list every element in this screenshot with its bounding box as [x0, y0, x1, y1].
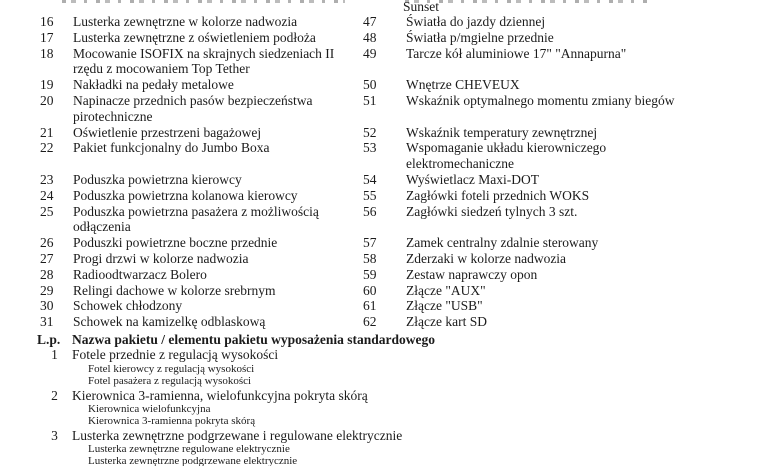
right-item-text: Złącze "AUX" [406, 282, 486, 298]
package-subitem-spacer [37, 415, 72, 427]
right-item-number: 62 [363, 314, 377, 330]
right-item-number: 49 [363, 45, 377, 61]
right-item-text: Wspomaganie układu kierowniczego elektromechaniczne [406, 140, 607, 172]
package-item-text: Fotele przednie z regulacją wysokości [72, 347, 279, 363]
package-subitem-row [0, 403, 784, 415]
package-item-row [0, 388, 784, 404]
packages-item-list [0, 347, 784, 466]
packages-header-number-label: L.p. [37, 331, 61, 347]
equipment-table-row [0, 204, 784, 236]
package-item-text: Kierownica 3-ramienna, wielofunkcyjna pokryta skórą [72, 387, 368, 403]
right-item-text: Złącze kart SD [406, 314, 487, 330]
equipment-table-row [0, 46, 784, 78]
package-subitem-spacer [37, 363, 72, 375]
equipment-table-row [0, 235, 784, 251]
package-subitem-text: Kierownica 3-ramienna pokryta skórą [88, 415, 256, 428]
equipment-two-column-table [0, 14, 784, 330]
package-item-row [0, 347, 784, 363]
left-item-text: Lusterka zewnętrzne w kolorze nadwozia [73, 14, 298, 29]
right-item-text: Zagłówki siedzeń tylnych 3 szt. [406, 203, 578, 219]
item-46-continuation-line: Sunset [403, 0, 440, 14]
package-subitem-text: Fotel pasażera z regulacją wysokości [88, 375, 252, 388]
packages-header-row [0, 332, 784, 348]
equipment-table-row [0, 251, 784, 267]
package-subitem-row [0, 375, 784, 387]
equipment-table-row [0, 314, 784, 330]
package-subitem-spacer [37, 375, 72, 387]
right-item-number: 53 [363, 140, 377, 156]
left-item-number: 31 [40, 314, 54, 330]
right-item-number: 58 [363, 250, 377, 266]
package-item-text: Lusterka zewnętrzne podgrzewane i regulowane elektrycznie [72, 427, 403, 443]
package-subitem-row [0, 443, 784, 455]
left-item-text: Relingi dachowe w kolorze srebrnym [73, 282, 276, 298]
left-item-number: 20 [40, 92, 54, 108]
package-subitem-text: Fotel kierowcy z regulacją wysokości [88, 362, 255, 375]
left-item-number: 29 [40, 282, 54, 298]
package-subitem-spacer [37, 403, 72, 415]
equipment-table-row [0, 188, 784, 204]
left-item-number: 30 [40, 298, 54, 314]
package-item-row [0, 428, 784, 444]
clipped-text-remnant-left [62, 0, 345, 3]
equipment-table-row [0, 172, 784, 188]
left-item-text: Poduszki powietrzne boczne przednie [73, 235, 278, 251]
left-item-text: Schowek chłodzony [73, 298, 183, 314]
equipment-table-row [0, 267, 784, 283]
left-item-number: 18 [40, 45, 54, 61]
left-item-number: 26 [40, 235, 54, 251]
right-item-text: Wnętrze CHEVEUX [406, 77, 520, 93]
right-item-text: Złącze "USB" [406, 298, 483, 314]
right-item-number: 56 [363, 203, 377, 219]
left-item-text: Pakiet funkcjonalny do Jumbo Boxa [73, 140, 270, 156]
equipment-table-row [0, 140, 784, 172]
left-item-number: 28 [40, 266, 54, 282]
left-item-number: 23 [40, 171, 54, 187]
equipment-table-row [0, 14, 784, 30]
equipment-table-row [0, 30, 784, 46]
right-item-number: 48 [363, 29, 377, 45]
left-item-number: 22 [40, 140, 54, 156]
right-item-text: Zderzaki w kolorze nadwozia [406, 250, 567, 266]
package-item-number: 1 [51, 347, 58, 363]
right-item-number: 57 [363, 235, 377, 251]
left-item-text: Schowek na kamizelkę odblaskową [73, 314, 266, 330]
right-item-text: Światła do jazdy dziennej [406, 14, 546, 29]
left-item-text: Lusterka zewnętrzne z oświetleniem podłoża [73, 29, 316, 45]
left-item-number: 17 [40, 29, 54, 45]
left-item-number: 16 [40, 14, 54, 29]
package-subitem-spacer [37, 455, 72, 466]
left-item-text: Progi drzwi w kolorze nadwozia [73, 250, 249, 266]
package-item-number: 3 [51, 427, 58, 443]
equipment-table-row [0, 283, 784, 299]
left-item-text: Mocowanie ISOFIX na skrajnych siedzeniach II rzędu z mocowaniem Top Tether [73, 45, 335, 77]
right-item-number: 61 [363, 298, 377, 314]
right-item-number: 54 [363, 171, 377, 187]
left-item-text: Poduszka powietrzna pasażera z możliwością odłączenia [73, 203, 319, 235]
left-item-text: Napinacze przednich pasów bezpieczeństwa pirotechniczne [73, 92, 313, 124]
right-item-text: Zestaw naprawczy opon [406, 266, 538, 282]
right-item-text: Tarcze kół aluminiowe 17" "Annapurna" [406, 45, 627, 61]
package-subitem-text: Lusterka zewnętrzne podgrzewane elektrycznie [88, 455, 298, 466]
equipment-table-row [0, 77, 784, 93]
right-item-text: Zagłówki foteli przednich WOKS [406, 187, 590, 203]
package-item-number: 2 [51, 387, 58, 403]
right-item-text: Wskaźnik optymalnego momentu zmiany biegów [406, 92, 675, 108]
left-item-text: Oświetlenie przestrzeni bagażowej [73, 124, 262, 140]
right-item-number: 50 [363, 77, 377, 93]
right-item-number: 47 [363, 14, 377, 29]
equipment-table-row [0, 93, 784, 125]
package-subitem-spacer [37, 443, 72, 455]
package-subitem-text: Lusterka zewnętrzne regulowane elektrycznie [88, 443, 290, 456]
standard-equipment-packages-section [0, 332, 784, 466]
packages-header-title: Nazwa pakietu / elementu pakietu wyposażenia standardowego [72, 331, 436, 347]
clipped-text-remnant-right [405, 0, 648, 3]
right-item-number: 55 [363, 187, 377, 203]
left-item-number: 21 [40, 124, 54, 140]
equipment-table-row [0, 298, 784, 314]
package-subitem-row [0, 363, 784, 375]
right-item-text: Światła p/mgielne przednie [406, 29, 554, 45]
equipment-table-row [0, 125, 784, 141]
right-item-number: 52 [363, 124, 377, 140]
package-subitem-row [0, 455, 784, 466]
left-item-text: Radioodtwarzacz Bolero [73, 266, 207, 282]
left-item-text: Poduszka powietrzna kierowcy [73, 171, 242, 187]
package-subitem-text: Kierownica wielofunkcyjna [88, 403, 211, 416]
left-item-number: 25 [40, 203, 54, 219]
left-item-number: 27 [40, 250, 54, 266]
right-item-number: 60 [363, 282, 377, 298]
left-item-text: Nakładki na pedały metalowe [73, 77, 234, 93]
right-item-text: Wyświetlacz Maxi-DOT [406, 171, 540, 187]
right-item-text: Wskaźnik temperatury zewnętrznej [406, 124, 598, 140]
left-item-text: Poduszka powietrzna kolanowa kierowcy [73, 187, 298, 203]
package-subitem-row [0, 415, 784, 427]
right-item-number: 51 [363, 92, 377, 108]
left-item-number: 24 [40, 187, 54, 203]
right-item-text: Zamek centralny zdalnie sterowany [406, 235, 599, 251]
right-item-number: 59 [363, 266, 377, 282]
left-item-number: 19 [40, 77, 54, 93]
